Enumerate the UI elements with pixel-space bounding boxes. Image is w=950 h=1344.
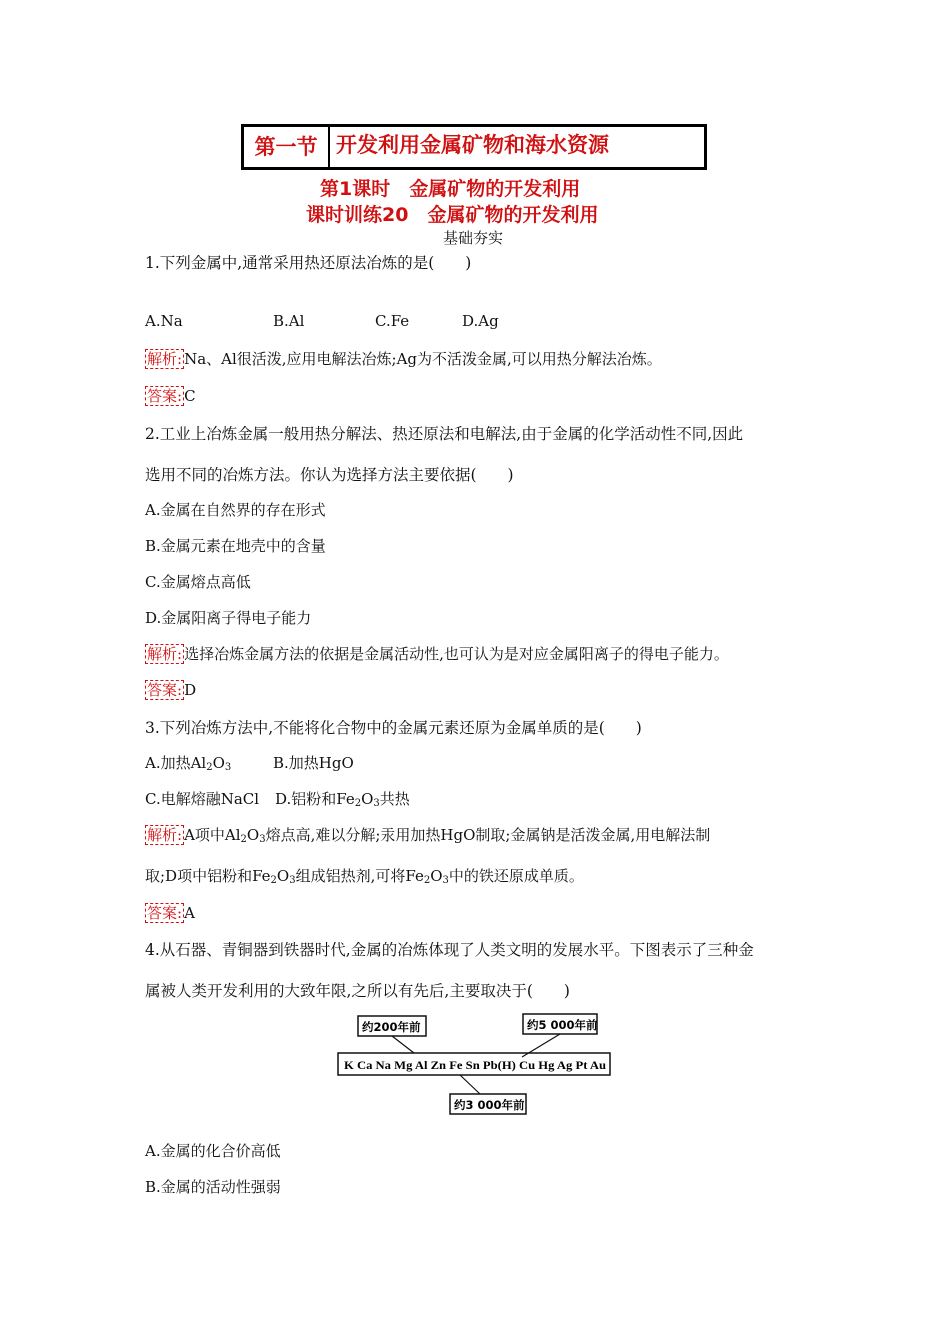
section-title: 开发利用金属矿物和海水资源 — [336, 133, 609, 157]
label-3000: 约3 000年前 — [454, 1098, 525, 1112]
q3-option-d: D.铝粉和$Fe_2O_3$共热 — [275, 790, 410, 809]
q1-analysis: 解析: Na、Al很活泼,应用电解法冶炼;Ag为不活泼金属,可以用热分解法冶炼。 — [147, 350, 662, 368]
q3-option-a: A.加热$Al_2O_3$ — [145, 754, 232, 773]
q1-answer: 答案: C — [147, 387, 196, 405]
q4-option-a: A.金属的化合价高低 — [145, 1142, 281, 1160]
q3-analysis-line2: 取;D项中铝粉和$Fe_2O_3$组成铝热剂,可将$Fe_2O_3$中的铁还原成单质。 — [145, 867, 584, 886]
q2-analysis: 解析: 选择冶炼金属方法的依据是金属活动性,也可认为是对应金属阳离子的得电子能力。 — [147, 645, 729, 663]
q4-stem-line2: 属被人类开发利用的大致年限,之所以有先后,主要取决于( ) — [145, 982, 570, 1000]
label-5000: 约5 000年前 — [527, 1018, 598, 1032]
q2-option-a: A.金属在自然界的存在形式 — [145, 501, 326, 519]
metal-timeline-figure — [330, 1008, 620, 1120]
answer-tag: 答案: — [147, 681, 183, 699]
metal-series-text: K Ca Na Mg Al Zn Fe Sn Pb(H) Cu Hg Ag Pt Au — [344, 1060, 607, 1072]
analysis-tag: 解析: — [147, 645, 183, 663]
q1-option-b: B.Al — [273, 312, 305, 330]
q3-option-b: B.加热HgO — [273, 754, 354, 772]
q1-option-d: D.Ag — [462, 312, 499, 330]
q2-answer: 答案: D — [147, 681, 197, 699]
label-200: 约200年前 — [362, 1020, 421, 1034]
q2-option-c: C.金属熔点高低 — [145, 573, 251, 591]
q4-option-b: B.金属的活动性强弱 — [145, 1178, 281, 1196]
answer-tag: 答案: — [147, 387, 183, 405]
connector-3000 — [460, 1075, 480, 1094]
q2-option-b: B.金属元素在地壳中的含量 — [145, 537, 326, 555]
q2-stem-line2: 选用不同的冶炼方法。你认为选择方法主要依据( ) — [145, 466, 514, 484]
q3-analysis-line1: 解析: A项中$Al_2O_3$熔点高,难以分解;汞用加热HgO制取;金属钠是活泼金属,用电解法制 — [147, 826, 711, 845]
q2-option-d: D.金属阳离子得电子能力 — [145, 609, 312, 627]
connector-200 — [392, 1036, 414, 1053]
q1-option-a: A.Na — [145, 312, 183, 330]
q1-stem: 1.下列金属中,通常采用热还原法冶炼的是( ) — [145, 254, 472, 272]
training-title: 课时训练20 金属矿物的开发利用 — [306, 204, 599, 226]
q3-option-c: C.电解熔融NaCl — [145, 790, 260, 808]
q1-option-c: C.Fe — [375, 312, 410, 330]
q3-answer: 答案: A — [147, 904, 195, 922]
analysis-tag: 解析: — [147, 350, 183, 368]
lesson-title: 第1课时 金属矿物的开发利用 — [320, 178, 581, 200]
q2-stem-line1: 2.工业上冶炼金属一般用热分解法、热还原法和电解法,由于金属的化学活动性不同,因此 — [145, 425, 744, 443]
analysis-tag: 解析: — [147, 826, 183, 844]
section-number: 第一节 — [244, 127, 330, 167]
q4-stem-line1: 4.从石器、青铜器到铁器时代,金属的冶炼体现了人类文明的发展水平。下图表示了三种金 — [145, 941, 754, 959]
section-header-box — [241, 124, 707, 170]
level-label: 基础夯实 — [443, 229, 504, 247]
q3-stem: 3.下列冶炼方法中,不能将化合物中的金属元素还原为金属单质的是( ) — [145, 719, 642, 737]
answer-tag: 答案: — [147, 904, 183, 922]
